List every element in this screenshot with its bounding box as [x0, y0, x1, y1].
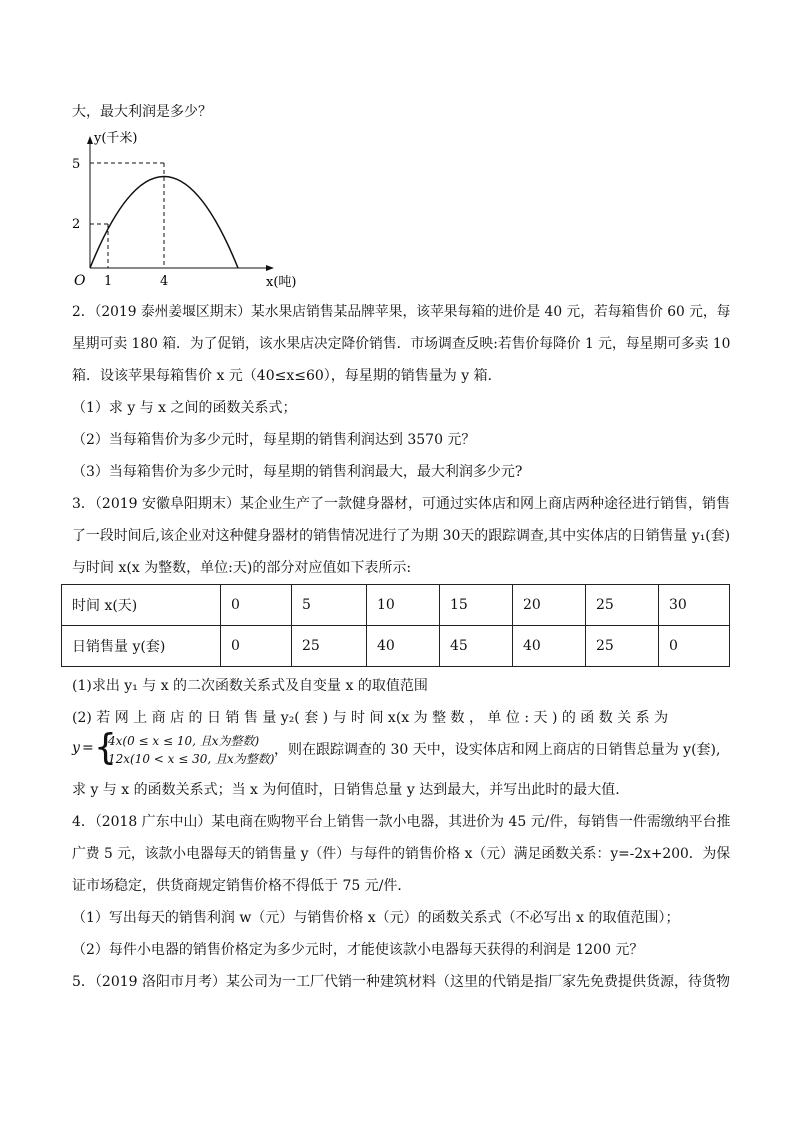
q3-line1: 3．（2019 安徽阜阳期末）某企业生产了一款健身器材，可通过实体店和网上商店两种途径进行销售，销售 — [72, 496, 730, 512]
y-axis-arrow — [87, 136, 93, 144]
q4-sub2: （2）每件小电器的销售价格定为多少元时，才能使该款小电器每天获得的利润是 1200 元？ — [72, 942, 644, 958]
origin-label: O — [74, 273, 86, 289]
q2-line2: 星期可卖 180 箱．为了促销，该水果店决定降价销售．市场调查反映:若售价每降价 1 元，每星期可多卖 10 — [72, 336, 731, 352]
table-cell: 0 — [221, 626, 292, 667]
table-cell: 25 — [292, 626, 367, 667]
intro-line: 大，最大利润是多少？ — [72, 104, 212, 120]
y-tick-2: 2 — [72, 217, 81, 232]
sales-table — [61, 584, 730, 667]
table-cell: 0 — [221, 585, 292, 626]
q5-line1: 5．（2019 洛阳市月考）某公司为一工厂代销一种建筑材料（这里的代销是指厂家先免费提供货源，待货物 — [72, 974, 730, 990]
table-cell: 40 — [513, 626, 586, 667]
table-cell: 25 — [586, 585, 659, 626]
table-cell: 45 — [440, 626, 513, 667]
q4-sub1: （1）写出每天的销售利润 w（元）与销售价格 x（元）的函数关系式（不必写出 x 的取值范围）； — [72, 910, 680, 926]
q2-sub3: （3）当每箱售价为多少元时，每星期的销售利润最大，最大利润多少元? — [72, 464, 523, 480]
q4-line3: 证市场稳定，供货商规定销售价格不得低于 75 元/件． — [72, 878, 412, 894]
table-cell: 30 — [659, 585, 730, 626]
table-cell: 10 — [367, 585, 440, 626]
q3-sub2-line1: (2) 若 网 上 商 店 的 日 销 售 量 y₂( 套 ) 与 时 间 x(x 为 整 数 ， 单 位 : 天 ) 的 函 数 关 系 为 — [72, 710, 669, 726]
x-axis-label: x(吨) — [266, 275, 297, 290]
x-tick-1: 1 — [104, 274, 113, 289]
formula-equals: = — [82, 740, 94, 756]
formula-case-2: 12x(10 < x ≤ 30, 且x为整数) — [108, 752, 275, 766]
table-header-cell: 日销售量 y(套) — [62, 626, 221, 667]
formula-case-1: 4x(0 ≤ x ≤ 10, 且x为整数) — [108, 734, 260, 748]
q2-sub1: （1）求 y 与 x 之间的函数关系式； — [72, 400, 297, 416]
q3-line3: 与时间 x(x 为整数，单位:天)的部分对应值如下表所示: — [72, 560, 412, 576]
q4-line1: 4．（2018 广东中山）某电商在购物平台上销售一款小电器，其进价为 45 元/件，每销售一件需缴纳平台推 — [72, 814, 731, 830]
x-tick-4: 4 — [160, 274, 169, 289]
formula-brace: { — [94, 727, 117, 768]
table-row — [62, 626, 730, 667]
q3-line2: 了一段时间后,该企业对这种健身器材的销售情况进行了为期 30天的跟踪调查,其中实体店的日销售量 y₁(套) — [72, 528, 731, 544]
table-cell: 20 — [513, 585, 586, 626]
q3-sub2-after: ，则在跟踪调查的 30 天中，设实体店和网上商店的日销售总量为 y(套), — [274, 742, 721, 758]
table-cell: 25 — [586, 626, 659, 667]
table-cell: 5 — [292, 585, 367, 626]
q2-line3: 箱．设该苹果每箱售价 x 元（40≤x≤60），每星期的销售量为 y 箱． — [72, 368, 502, 384]
q3-sub1: (1)求出 y₁ 与 x 的二次函数关系式及自变量 x 的取值范围 — [72, 678, 428, 694]
y-tick-5: 5 — [72, 157, 81, 172]
q2-line1: 2．（2019 泰州姜堰区期末）某水果店销售某品牌苹果，该苹果每箱的进价是 40 元，若每箱售价 60 元，每 — [72, 304, 731, 320]
piecewise-formula — [72, 727, 275, 770]
q4-line2: 广费 5 元，该款小电器每天的销售量 y（件）与每件的销售价格 x（元）满足函数关系：y=-2x+200．为保 — [72, 846, 731, 862]
x-axis-arrow — [266, 265, 274, 271]
table-header-cell: 时间 x(天) — [62, 585, 221, 626]
q3-sub2-line3: 求 y 与 x 的函数关系式；当 x 为何值时，日销售总量 y 达到最大，并写出此时的最大值. — [72, 782, 620, 798]
table-cell: 15 — [440, 585, 513, 626]
formula-y: y — [72, 740, 80, 756]
distance-graph — [60, 128, 320, 293]
table-row — [62, 585, 730, 626]
q2-sub2: （2）当每箱售价为多少元时，每星期的销售利润达到 3570 元？ — [72, 432, 476, 448]
table-cell: 40 — [367, 626, 440, 667]
y-axis-label: y(千米) — [94, 131, 138, 146]
table-cell: 0 — [659, 626, 730, 667]
